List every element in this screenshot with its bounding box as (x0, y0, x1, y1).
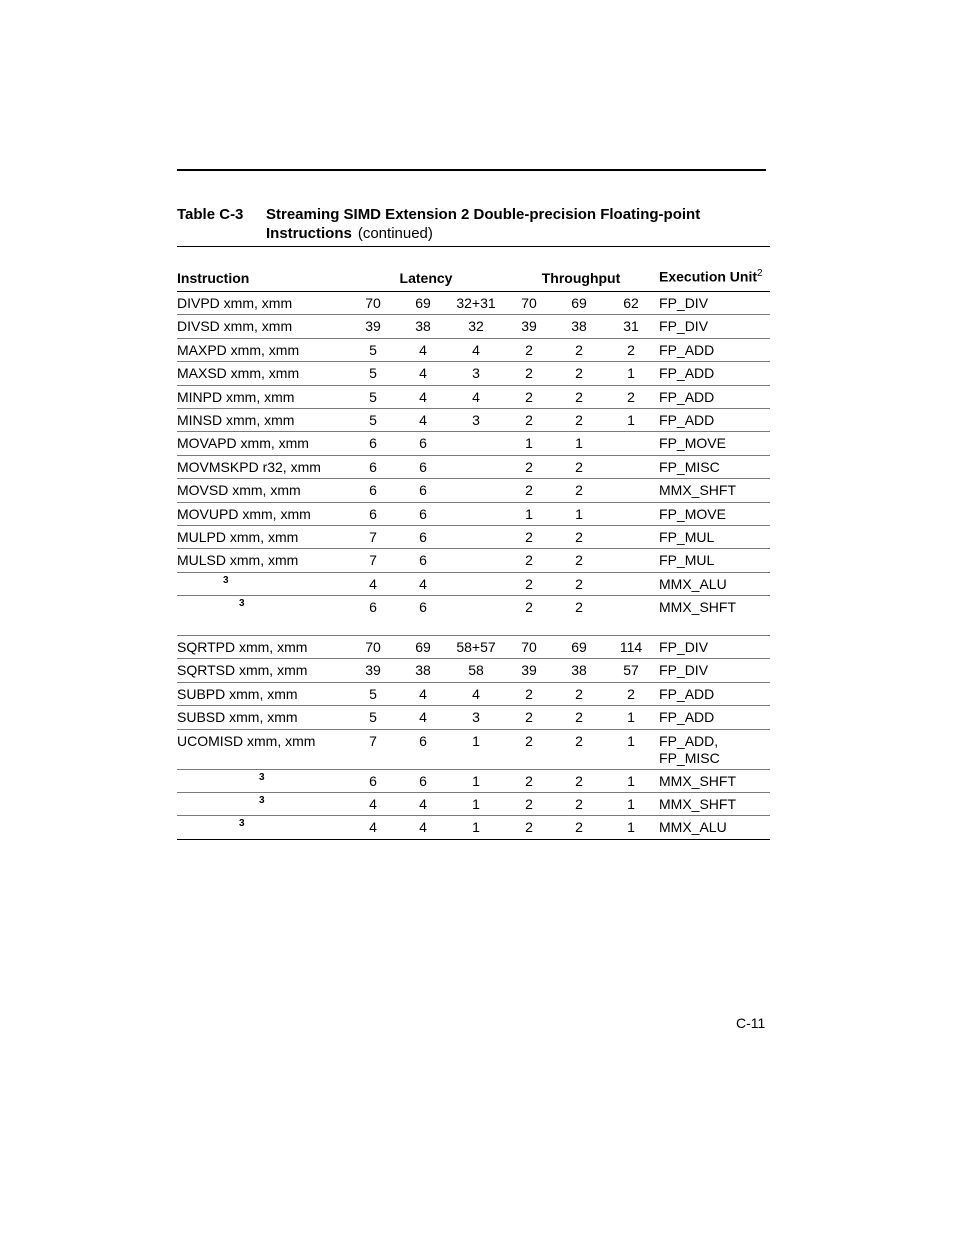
instruction-table (177, 246, 770, 840)
cell-latency-2: 4 (397, 816, 449, 839)
cell-throughput-2: 2 (555, 338, 603, 361)
table-row (177, 525, 770, 548)
header-execution-unit-text: Execution Unit (659, 269, 758, 285)
cell-instruction (177, 659, 349, 682)
cell-throughput-1: 70 (503, 292, 555, 315)
cell-throughput-3: 1 (603, 793, 659, 816)
instruction-text: MINPD xmm, xmm (177, 388, 295, 405)
cell-instruction (177, 596, 349, 636)
cell-latency-1: 4 (349, 816, 397, 839)
cell-throughput-1: 2 (503, 549, 555, 572)
cell-execution-unit: FP_DIV (659, 292, 770, 315)
cell-latency-1: 5 (349, 706, 397, 729)
cell-execution-unit: FP_DIV (659, 659, 770, 682)
cell-latency-3 (449, 432, 503, 455)
cell-throughput-1: 39 (503, 659, 555, 682)
cell-execution-unit: MMX_SHFT (659, 596, 770, 636)
cell-throughput-3: 31 (603, 315, 659, 338)
cell-latency-2: 4 (397, 362, 449, 385)
cell-throughput-3: 1 (603, 729, 659, 769)
cell-latency-1: 6 (349, 769, 397, 792)
cell-latency-1: 39 (349, 659, 397, 682)
instruction-text: MAXPD xmm, xmm (177, 341, 300, 358)
cell-execution-unit: FP_MUL (659, 549, 770, 572)
table-row (177, 315, 770, 338)
cell-throughput-3 (603, 479, 659, 502)
table-row (177, 793, 770, 816)
cell-latency-3: 3 (449, 408, 503, 431)
cell-latency-2: 4 (397, 408, 449, 431)
footnote-3: 3 (259, 771, 265, 783)
cell-throughput-3: 1 (603, 408, 659, 431)
instruction-text: MINSD xmm, xmm (177, 411, 295, 428)
cell-throughput-2: 2 (555, 408, 603, 431)
cell-latency-2: 6 (397, 502, 449, 525)
cell-latency-1: 6 (349, 455, 397, 478)
cell-instruction (177, 292, 349, 315)
cell-instruction (177, 793, 349, 816)
cell-latency-2: 4 (397, 706, 449, 729)
table-title (266, 205, 766, 243)
cell-throughput-1: 39 (503, 315, 555, 338)
cell-latency-2: 6 (397, 479, 449, 502)
cell-execution-unit: FP_MOVE (659, 432, 770, 455)
cell-throughput-3: 1 (603, 816, 659, 839)
cell-execution-unit: MMX_SHFT (659, 479, 770, 502)
cell-throughput-1: 2 (503, 525, 555, 548)
cell-throughput-1: 2 (503, 385, 555, 408)
cell-latency-2: 38 (397, 659, 449, 682)
cell-latency-2: 6 (397, 525, 449, 548)
cell-throughput-3: 1 (603, 362, 659, 385)
footnote-3: 3 (223, 574, 229, 586)
cell-throughput-1: 1 (503, 502, 555, 525)
header-footnote-2: 2 (757, 268, 763, 280)
cell-throughput-1: 2 (503, 362, 555, 385)
cell-throughput-1: 2 (503, 729, 555, 769)
cell-throughput-1: 2 (503, 572, 555, 595)
cell-throughput-1: 2 (503, 793, 555, 816)
cell-latency-1: 6 (349, 502, 397, 525)
instruction-text: MOVUPD xmm, xmm (177, 505, 311, 522)
cell-latency-1: 70 (349, 292, 397, 315)
table-row (177, 479, 770, 502)
table-row (177, 572, 770, 595)
table-row (177, 706, 770, 729)
cell-throughput-2: 2 (555, 816, 603, 839)
footnote-3: 3 (259, 795, 265, 807)
instruction-text: SUBSD xmm, xmm (177, 709, 298, 726)
table-row (177, 816, 770, 839)
cell-instruction (177, 572, 349, 595)
cell-throughput-2: 2 (555, 549, 603, 572)
instruction-text: SQRTSD xmm, xmm (177, 662, 308, 679)
cell-latency-1: 5 (349, 338, 397, 361)
cell-instruction (177, 729, 349, 769)
cell-latency-3: 3 (449, 706, 503, 729)
cell-throughput-2: 2 (555, 525, 603, 548)
cell-throughput-3: 57 (603, 659, 659, 682)
table-row (177, 769, 770, 792)
cell-instruction (177, 432, 349, 455)
cell-latency-1: 6 (349, 432, 397, 455)
cell-throughput-1: 2 (503, 338, 555, 361)
cell-latency-2: 4 (397, 793, 449, 816)
cell-throughput-2: 2 (555, 479, 603, 502)
table-row (177, 408, 770, 431)
cell-throughput-3: 2 (603, 682, 659, 705)
cell-throughput-3: 62 (603, 292, 659, 315)
cell-execution-unit: FP_MUL (659, 525, 770, 548)
cell-throughput-3: 1 (603, 706, 659, 729)
cell-throughput-1: 2 (503, 596, 555, 636)
cell-latency-3 (449, 596, 503, 636)
cell-execution-unit: FP_ADD (659, 362, 770, 385)
cell-execution-unit: FP_ADD (659, 682, 770, 705)
cell-latency-3: 3 (449, 362, 503, 385)
footnote-3: 3 (239, 818, 245, 830)
table-row (177, 682, 770, 705)
cell-throughput-2: 2 (555, 706, 603, 729)
page-number: C-11 (736, 1015, 766, 1031)
instruction-text: UCOMISD xmm, xmm (177, 732, 316, 749)
cell-latency-3: 1 (449, 769, 503, 792)
cell-execution-unit: FP_MOVE (659, 502, 770, 525)
cell-latency-3: 1 (449, 793, 503, 816)
cell-execution-unit: FP_DIV (659, 636, 770, 659)
table-continued: (continued) (357, 225, 433, 242)
cell-latency-2: 6 (397, 729, 449, 769)
table-row (177, 659, 770, 682)
cell-throughput-3 (603, 455, 659, 478)
cell-latency-2: 4 (397, 572, 449, 595)
table-row (177, 596, 770, 636)
cell-latency-1: 7 (349, 549, 397, 572)
cell-throughput-2: 2 (555, 682, 603, 705)
cell-latency-1: 5 (349, 362, 397, 385)
cell-latency-2: 4 (397, 385, 449, 408)
cell-instruction (177, 338, 349, 361)
cell-throughput-1: 2 (503, 769, 555, 792)
instruction-text: DIVSD xmm, xmm (177, 318, 293, 335)
cell-latency-1: 7 (349, 525, 397, 548)
cell-throughput-1: 2 (503, 455, 555, 478)
cell-throughput-3 (603, 572, 659, 595)
table-row (177, 338, 770, 361)
cell-latency-2: 69 (397, 636, 449, 659)
cell-instruction (177, 549, 349, 572)
instruction-text: MOVAPD xmm, xmm (177, 435, 309, 452)
cell-throughput-2: 2 (555, 729, 603, 769)
cell-latency-3 (449, 525, 503, 548)
instruction-text: MOVSD xmm, xmm (177, 482, 301, 499)
cell-instruction (177, 315, 349, 338)
cell-latency-2: 6 (397, 432, 449, 455)
cell-latency-3 (449, 455, 503, 478)
cell-latency-2: 4 (397, 338, 449, 361)
cell-instruction (177, 682, 349, 705)
cell-throughput-3 (603, 525, 659, 548)
cell-latency-2: 6 (397, 455, 449, 478)
cell-latency-3: 58+57 (449, 636, 503, 659)
cell-execution-unit: FP_ADD (659, 385, 770, 408)
table-row (177, 549, 770, 572)
cell-latency-2: 69 (397, 292, 449, 315)
cell-latency-1: 6 (349, 479, 397, 502)
cell-latency-3 (449, 502, 503, 525)
cell-throughput-3: 2 (603, 338, 659, 361)
instruction-text: MULPD xmm, xmm (177, 528, 299, 545)
cell-throughput-2: 1 (555, 502, 603, 525)
table-row (177, 729, 770, 769)
cell-latency-3: 1 (449, 729, 503, 769)
cell-latency-3: 4 (449, 385, 503, 408)
cell-latency-3: 1 (449, 816, 503, 839)
instruction-text: SUBPD xmm, xmm (177, 685, 298, 702)
table-row (177, 455, 770, 478)
cell-execution-unit: MMX_SHFT (659, 769, 770, 792)
cell-instruction (177, 362, 349, 385)
header-instruction: Instruction (177, 247, 349, 292)
cell-latency-3: 32+31 (449, 292, 503, 315)
cell-latency-3: 58 (449, 659, 503, 682)
header-execution-unit (659, 247, 770, 292)
cell-throughput-3 (603, 549, 659, 572)
table-row (177, 636, 770, 659)
cell-latency-2: 6 (397, 596, 449, 636)
cell-instruction (177, 525, 349, 548)
cell-throughput-2: 2 (555, 455, 603, 478)
cell-latency-3: 4 (449, 682, 503, 705)
table-row (177, 362, 770, 385)
cell-instruction (177, 502, 349, 525)
cell-latency-1: 4 (349, 572, 397, 595)
top-rule (177, 169, 766, 171)
cell-throughput-2: 69 (555, 292, 603, 315)
cell-latency-3 (449, 572, 503, 595)
table-row (177, 385, 770, 408)
table-row (177, 432, 770, 455)
cell-throughput-2: 2 (555, 362, 603, 385)
cell-instruction (177, 706, 349, 729)
cell-latency-3 (449, 479, 503, 502)
cell-latency-1: 39 (349, 315, 397, 338)
cell-throughput-3 (603, 502, 659, 525)
table-row (177, 292, 770, 315)
cell-throughput-1: 2 (503, 408, 555, 431)
cell-instruction (177, 385, 349, 408)
cell-throughput-3 (603, 596, 659, 636)
cell-latency-1: 7 (349, 729, 397, 769)
cell-execution-unit: FP_ADD (659, 408, 770, 431)
table-row (177, 502, 770, 525)
table-body (177, 292, 770, 840)
cell-instruction (177, 479, 349, 502)
cell-throughput-2: 2 (555, 572, 603, 595)
instruction-text: MAXSD xmm, xmm (177, 365, 300, 382)
cell-throughput-2: 1 (555, 432, 603, 455)
cell-throughput-1: 2 (503, 816, 555, 839)
cell-execution-unit: FP_ADD (659, 338, 770, 361)
cell-latency-2: 4 (397, 682, 449, 705)
cell-throughput-2: 2 (555, 793, 603, 816)
cell-execution-unit: MMX_SHFT (659, 793, 770, 816)
cell-latency-1: 5 (349, 682, 397, 705)
instruction-text: MOVMSKPD r32, xmm (177, 458, 321, 475)
cell-execution-unit: FP_MISC (659, 455, 770, 478)
cell-throughput-2: 2 (555, 596, 603, 636)
header-row (177, 247, 770, 292)
instruction-text: MULSD xmm, xmm (177, 552, 299, 569)
cell-execution-unit: MMX_ALU (659, 572, 770, 595)
cell-latency-1: 4 (349, 793, 397, 816)
cell-throughput-2: 38 (555, 315, 603, 338)
cell-throughput-1: 2 (503, 706, 555, 729)
cell-throughput-3: 1 (603, 769, 659, 792)
instruction-text: SQRTPD xmm, xmm (177, 639, 308, 656)
cell-latency-3: 32 (449, 315, 503, 338)
cell-instruction (177, 816, 349, 839)
cell-throughput-2: 69 (555, 636, 603, 659)
cell-throughput-2: 38 (555, 659, 603, 682)
cell-throughput-1: 70 (503, 636, 555, 659)
table-title-text: Streaming SIMD Extension 2 Double-precision Floating-point Instructions (266, 206, 701, 242)
instruction-text: DIVPD xmm, xmm (177, 295, 293, 311)
cell-latency-1: 5 (349, 408, 397, 431)
cell-throughput-3 (603, 432, 659, 455)
cell-latency-1: 6 (349, 596, 397, 636)
cell-execution-unit: FP_ADD (659, 706, 770, 729)
cell-latency-3 (449, 549, 503, 572)
cell-latency-2: 6 (397, 549, 449, 572)
cell-instruction (177, 769, 349, 792)
cell-throughput-1: 2 (503, 682, 555, 705)
cell-instruction (177, 408, 349, 431)
header-throughput: Throughput (503, 247, 659, 292)
table-label: Table C-3 (177, 206, 244, 223)
cell-instruction (177, 636, 349, 659)
cell-throughput-3: 114 (603, 636, 659, 659)
cell-execution-unit: FP_ADD, FP_MISC (659, 729, 770, 769)
cell-throughput-1: 1 (503, 432, 555, 455)
header-latency: Latency (349, 247, 503, 292)
cell-instruction (177, 455, 349, 478)
cell-throughput-2: 2 (555, 769, 603, 792)
cell-latency-1: 5 (349, 385, 397, 408)
cell-latency-2: 6 (397, 769, 449, 792)
cell-latency-2: 38 (397, 315, 449, 338)
cell-latency-3: 4 (449, 338, 503, 361)
cell-throughput-3: 2 (603, 385, 659, 408)
cell-execution-unit: MMX_ALU (659, 816, 770, 839)
cell-throughput-1: 2 (503, 479, 555, 502)
cell-throughput-2: 2 (555, 385, 603, 408)
cell-latency-1: 70 (349, 636, 397, 659)
cell-execution-unit: FP_DIV (659, 315, 770, 338)
footnote-3: 3 (239, 598, 245, 610)
